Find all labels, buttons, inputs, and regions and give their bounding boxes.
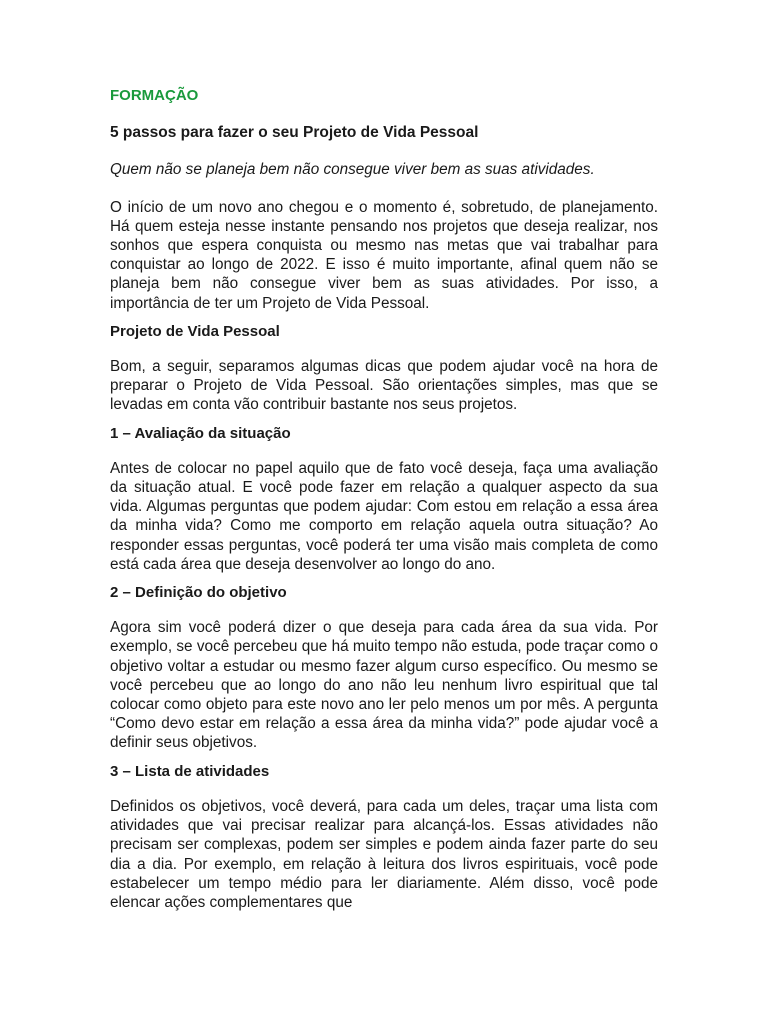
document-page xyxy=(110,86,658,912)
section-tag: FORMAÇÃO xyxy=(110,87,199,104)
article-title: 5 passos para fazer o seu Projeto de Vida Pessoal xyxy=(110,124,479,142)
section-heading-definicao: 2 – Definição do objetivo xyxy=(110,584,287,602)
section-text-lista: Definidos os objetivos, você deverá, para cada um deles, traçar uma lista com atividades que vai precisar realizar para alcançá-los. Essas atividades não precisam ser complexas, podem ser simples e podem ainda fazer parte do seu dia a dia. Por exemplo, em relação à leitura dos livros espirituais, você pode estabelecer um tempo médio para ler diariamente. Além disso, você pode elencar ações complementares que xyxy=(110,797,658,911)
intro-paragraph: O início de um novo ano chegou e o momento é, sobretudo, de planejamento. Há quem esteja nesse instante pensando nos projetos que deseja realizar, nos sonhos que espera conquista ou mesmo nas metas que vai trabalhar para conquistar ao longo de 2022. E isso é muito importante, afinal quem não se planeja bem não consegue viver bem as suas atividades. Por isso, a importância de ter um Projeto de Vida Pessoal. xyxy=(110,198,658,312)
section-heading-avaliacao: 1 – Avaliação da situação xyxy=(110,424,291,442)
section-text-avaliacao: Antes de colocar no papel aquilo que de fato você deseja, faça uma avaliação da situação atual. E você pode fazer em relação a qualquer aspecto da sua vida. Algumas perguntas que podem ajudar: Com estou em relação a essa área da minha vida? Como me comporto em relação aquela outra situação? Ao responder essas perguntas, você poderá ter uma visão mais completa de como está cada área que deseja desenvolver ao longo do ano. xyxy=(110,459,658,573)
lead-quote: Quem não se planeja bem não consegue viver bem as suas atividades. xyxy=(110,161,595,179)
section-text-definicao: Agora sim você poderá dizer o que deseja para cada área da sua vida. Por exemplo, se você percebeu que há muito tempo não estuda, pode traçar como o objetivo voltar a estudar ou mesmo fazer algum curso específico. Ou mesmo se você percebeu que ao longo do ano não leu nenhum livro espiritual que tal colocar como objeto para este novo ano ler pelo menos um por mês. A pergunta “Como devo estar em relação a essa área da minha vida?” pode ajudar você a definir seus objetivos. xyxy=(110,619,658,752)
section-heading-projeto: Projeto de Vida Pessoal xyxy=(110,322,280,340)
section-heading-lista: 3 – Lista de atividades xyxy=(110,762,270,780)
section-text-projeto: Bom, a seguir, separamos algumas dicas que podem ajudar você na hora de preparar o Projeto de Vida Pessoal. São orientações simples, mas que se levadas em conta vão contribuir bastante nos seus projetos. xyxy=(110,358,658,414)
